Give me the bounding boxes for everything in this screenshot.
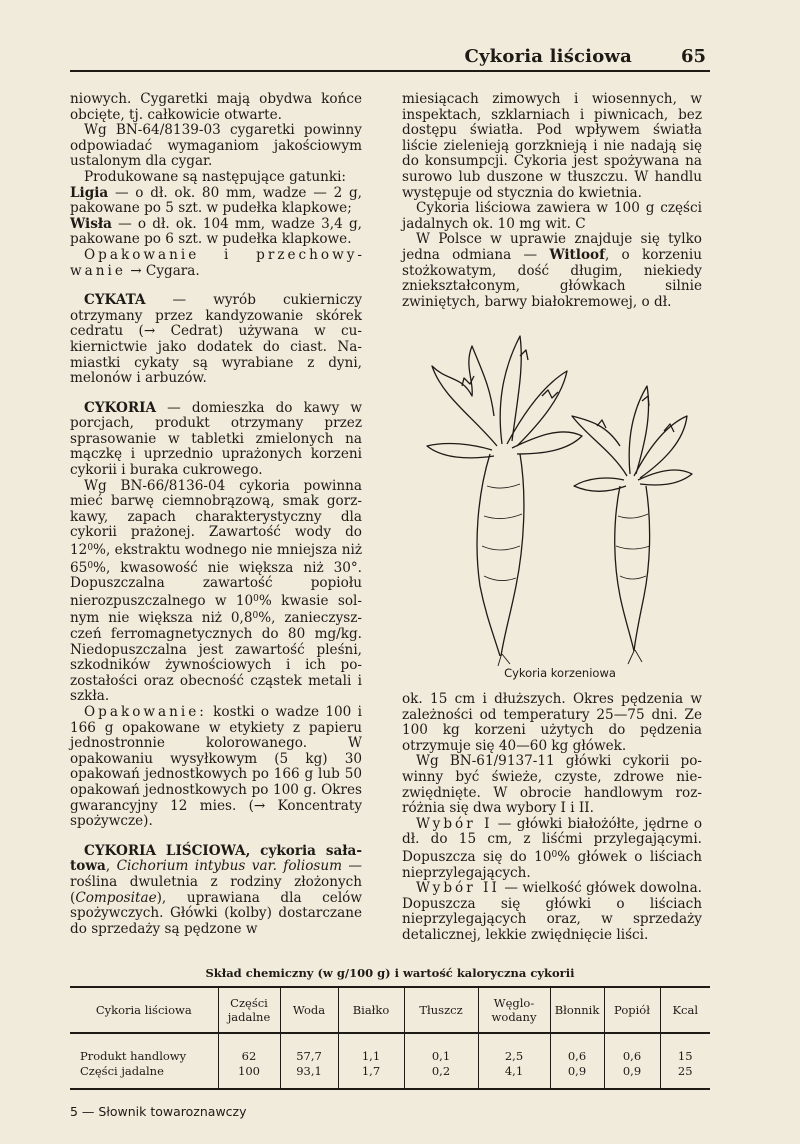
leaf: [432, 346, 497, 446]
text-run: — główki białożółte, jędrne o dł. do 15 cm, z liśćmi przylegającymi. Dopuszcza się do 10: [402, 815, 703, 865]
entry-ligia: [70, 186, 362, 217]
superscript: 0: [551, 849, 558, 860]
text-run: %, kwasowość nie większa niż 30°. Dopuszczalna zawartość popiołu nierozpuszczalnego w 10: [70, 559, 362, 609]
paragraph: miesiącach zimowych i wiosennych, w inspektach, szklarniach i piwnicach, bez dostępu światła. Pod wpływem światła liście zielenieją gorzknieją i nie nadają się do konsumpcji. Cykoria jest spożywana na surowo lub duszone w tłuszczu. W handlu występuje od stycznia do kwietnia.: [402, 91, 702, 201]
page-footer: 5 — Słownik towaroznawczy: [70, 1104, 247, 1119]
table-cell: 0,9: [550, 1063, 604, 1089]
entry-wisla: [70, 217, 362, 248]
text-run: , o korzeniu stożkowatym, dość długim, niekiedy zniekształconym, główkach silnie zwiniętych, barwy białokremowej, o dł.: [402, 246, 702, 310]
right-column: [402, 92, 702, 310]
table-cell: 2,5: [478, 1033, 550, 1063]
table-cell: 25: [660, 1063, 710, 1089]
text-run: — roślina dwuletnia z rodziny złożonych (: [70, 858, 362, 906]
running-header: [70, 44, 710, 72]
column-header: Części jadalne: [218, 987, 280, 1033]
entry-term: CYKORIA LIŚCIOWA, cykoria sałatowa: [70, 842, 362, 875]
table-cell: 0,1: [404, 1033, 478, 1063]
table-cell: 100: [218, 1063, 280, 1089]
variety-name: Witloof: [549, 246, 605, 263]
entry-text: — o dł. ok. 104 mm, wadze 3,4 g, pakowane po 6 szt. w pudełka klapkowe.: [70, 215, 362, 248]
text-run: % kwasie solnym nie większa niż 0,8: [70, 592, 362, 627]
table-cell: 0,6: [604, 1033, 660, 1063]
table-cell: 0,9: [604, 1063, 660, 1089]
table-cell: 93,1: [280, 1063, 338, 1089]
column-header: Białko: [338, 987, 404, 1033]
spaced-label: Wybór II: [416, 880, 500, 897]
table-cell: 15: [660, 1033, 710, 1063]
grade-two: [402, 881, 702, 943]
packaging-note: [70, 705, 362, 830]
text-run: % główek o liściach nieprzylegających.: [402, 848, 702, 881]
cross-reference: → Cygara.: [125, 262, 200, 279]
table-title: Skład chemiczny (w g/100 g) i wartość kaloryczna cykorii: [205, 966, 575, 980]
entry-cykoria-lisciowa: CYKORIA LIŚCIOWA, cykoria sałatowa, Cichorium intybus var. foliosum — roślina dwuletnia z rodziny złożonych (Compositae), uprawiana dla celów spożywczych. Główki (kolby) dostarczane do sprzedaży są pędzone w: [70, 842, 362, 937]
table-cell: Produkt handlowy: [80, 1048, 187, 1063]
column-header: Kcal: [660, 987, 710, 1033]
table-cell: 57,7: [280, 1033, 338, 1063]
superscript: 0: [252, 611, 259, 622]
spaced-label: Wybór I: [416, 815, 493, 832]
entry-text: — o dł. ok. 80 mm, wadze — 2 g, pakowane po 5 szt. w pudełka klapkowe;: [70, 184, 362, 217]
column-header: Woda: [280, 987, 338, 1033]
latin-name: Cichorium intybus var. foliosum: [116, 858, 342, 875]
superscript: 0: [253, 593, 259, 604]
chemical-composition-table: [70, 986, 710, 1090]
entry-text: — wyrób cukierniczy otrzymany przez kandyzowanie skórek cedratu (→ Cedrat) używana w cukiernictwie jako dodatek do ciast. Namiastki cykaty są wyrabiane z dyni, melonów i arbuzów.: [70, 292, 362, 387]
table-row: [70, 1063, 710, 1089]
table-header-row: [70, 987, 710, 1033]
column-header: Węglowodany: [478, 987, 550, 1033]
spaced-label: Opakowanie:: [84, 703, 207, 720]
figure-caption: Cykoria korzeniowa: [504, 666, 616, 680]
table-cell: 4,1: [478, 1063, 550, 1089]
paragraph: niowych. Cygaretki mają obydwa końce obcięte, tj. całkowicie otwarte.: [70, 91, 362, 123]
table-cell: 0,2: [404, 1063, 478, 1089]
text-run: Wg BN-66/8136-04 cykoria powinna mieć barwę ciemnobrązową, smak gorzkawy, zapach charakterystyczny dla cykorii prażonej. Zawartość wody do 12: [70, 477, 362, 559]
family-name: Compositae: [75, 889, 157, 906]
column-header: Popiół: [604, 987, 660, 1033]
paragraph: Wg BN-61/9137-11 główki cykorii powinny być świeże, czyste, zdrowe niezwiędnięte. W obrocie handlowym rozróżnia się dwa wybory I i II.: [402, 753, 702, 817]
table-cell: 1,1: [338, 1033, 404, 1063]
text-run: %, zanieczyszczeń ferromagnetycznych do 80 mg/kg. Niedopuszczalna jest zawartość pleśni, szkodników żywnościowych i ich pozostałości oraz obecność cząstek metali i szkła.: [70, 610, 362, 705]
paragraph: Cykoria liściowa zawiera w 100 g części jadalnych ok. 10 mg wit. C: [402, 200, 702, 232]
column-header: Błonnik: [550, 987, 604, 1033]
table-cell: 0,6: [550, 1033, 604, 1063]
text-run: — wielkość główek dowolna. Dopuszcza się główki o liściach nieprzylegających oraz, w sprzedaży detalicznej, lekkie zwiędnięcie liści.: [402, 880, 702, 943]
entry-term: Ligia: [70, 184, 109, 201]
superscript: 0: [87, 543, 94, 554]
column-header: Cykoria liściowa: [70, 987, 218, 1033]
entry-text: — domieszka do kawy w porcjach, produkt otrzymany przez sprasowanie w tabletki zmielonych na mączkę i uprzednio uprażonych korzeni cykorii i buraka cukrowego.: [70, 399, 362, 479]
entry-cykata: [70, 293, 362, 387]
column-header: Tłuszcz: [404, 987, 478, 1033]
entry-cykoria: [70, 401, 362, 479]
text-run: W Polsce w uprawie znajduje się tylko jedna odmiana —: [402, 231, 702, 263]
table-row: [70, 1033, 710, 1063]
table-cell: 62: [218, 1033, 280, 1063]
table-cell: 1,7: [338, 1063, 404, 1089]
paragraph: Produkowane są następujące gatunki:: [84, 168, 347, 185]
superscript: 0: [87, 560, 94, 571]
paragraph: [402, 232, 702, 310]
running-title: Cykoria liściowa: [464, 46, 632, 67]
text-run: ), uprawiana dla celów spożywczych. Główki (kolby) dostarczane do sprzedaży są pędzone w: [70, 889, 362, 937]
right-column-continued: [402, 692, 702, 944]
entry-term: CYKATA: [84, 292, 146, 309]
storage-note: [70, 248, 362, 279]
chicory-drawing: [402, 326, 702, 666]
chicory-root-illustration: [402, 326, 702, 686]
paragraph: ok. 15 cm i dłuższych. Okres pędzenia w zależności od temperatury 25—75 dni. Ze 100 kg korzeni użytych do pędzenia otrzymuje się 40—60 kg główek.: [402, 691, 702, 754]
left-column: [70, 92, 362, 937]
entry-text: kostki o wadze 100 i 166 g opakowane w etykiety z papieru jednostronnie kolorowanego. W opakowaniu wysyłkowym (5 kg) 30 opakowań jednostkowych po 166 g lub 50 opakowań jednostkowych po 100 g. Okres gwarancyjny 12 mies. (→ Koncentraty spożywcze).: [70, 703, 362, 830]
paragraph: [70, 479, 362, 705]
grade-one: [402, 817, 702, 881]
page-number: 65: [680, 46, 706, 67]
entry-term: CYKORIA: [84, 399, 157, 416]
text-run: %, ekstraktu wodnego nie mniejsza niż 65: [70, 542, 362, 576]
paragraph: Wg BN-64/8139-03 cygaretki powinny odpowiadać wymaganiom jakościowym ustalonym dla cygar.: [70, 122, 362, 170]
spaced-label: Opakowanie i przechowywanie: [70, 246, 362, 279]
entry-term: Wisła: [70, 215, 112, 232]
table-cell: Części jadalne: [70, 1063, 218, 1089]
